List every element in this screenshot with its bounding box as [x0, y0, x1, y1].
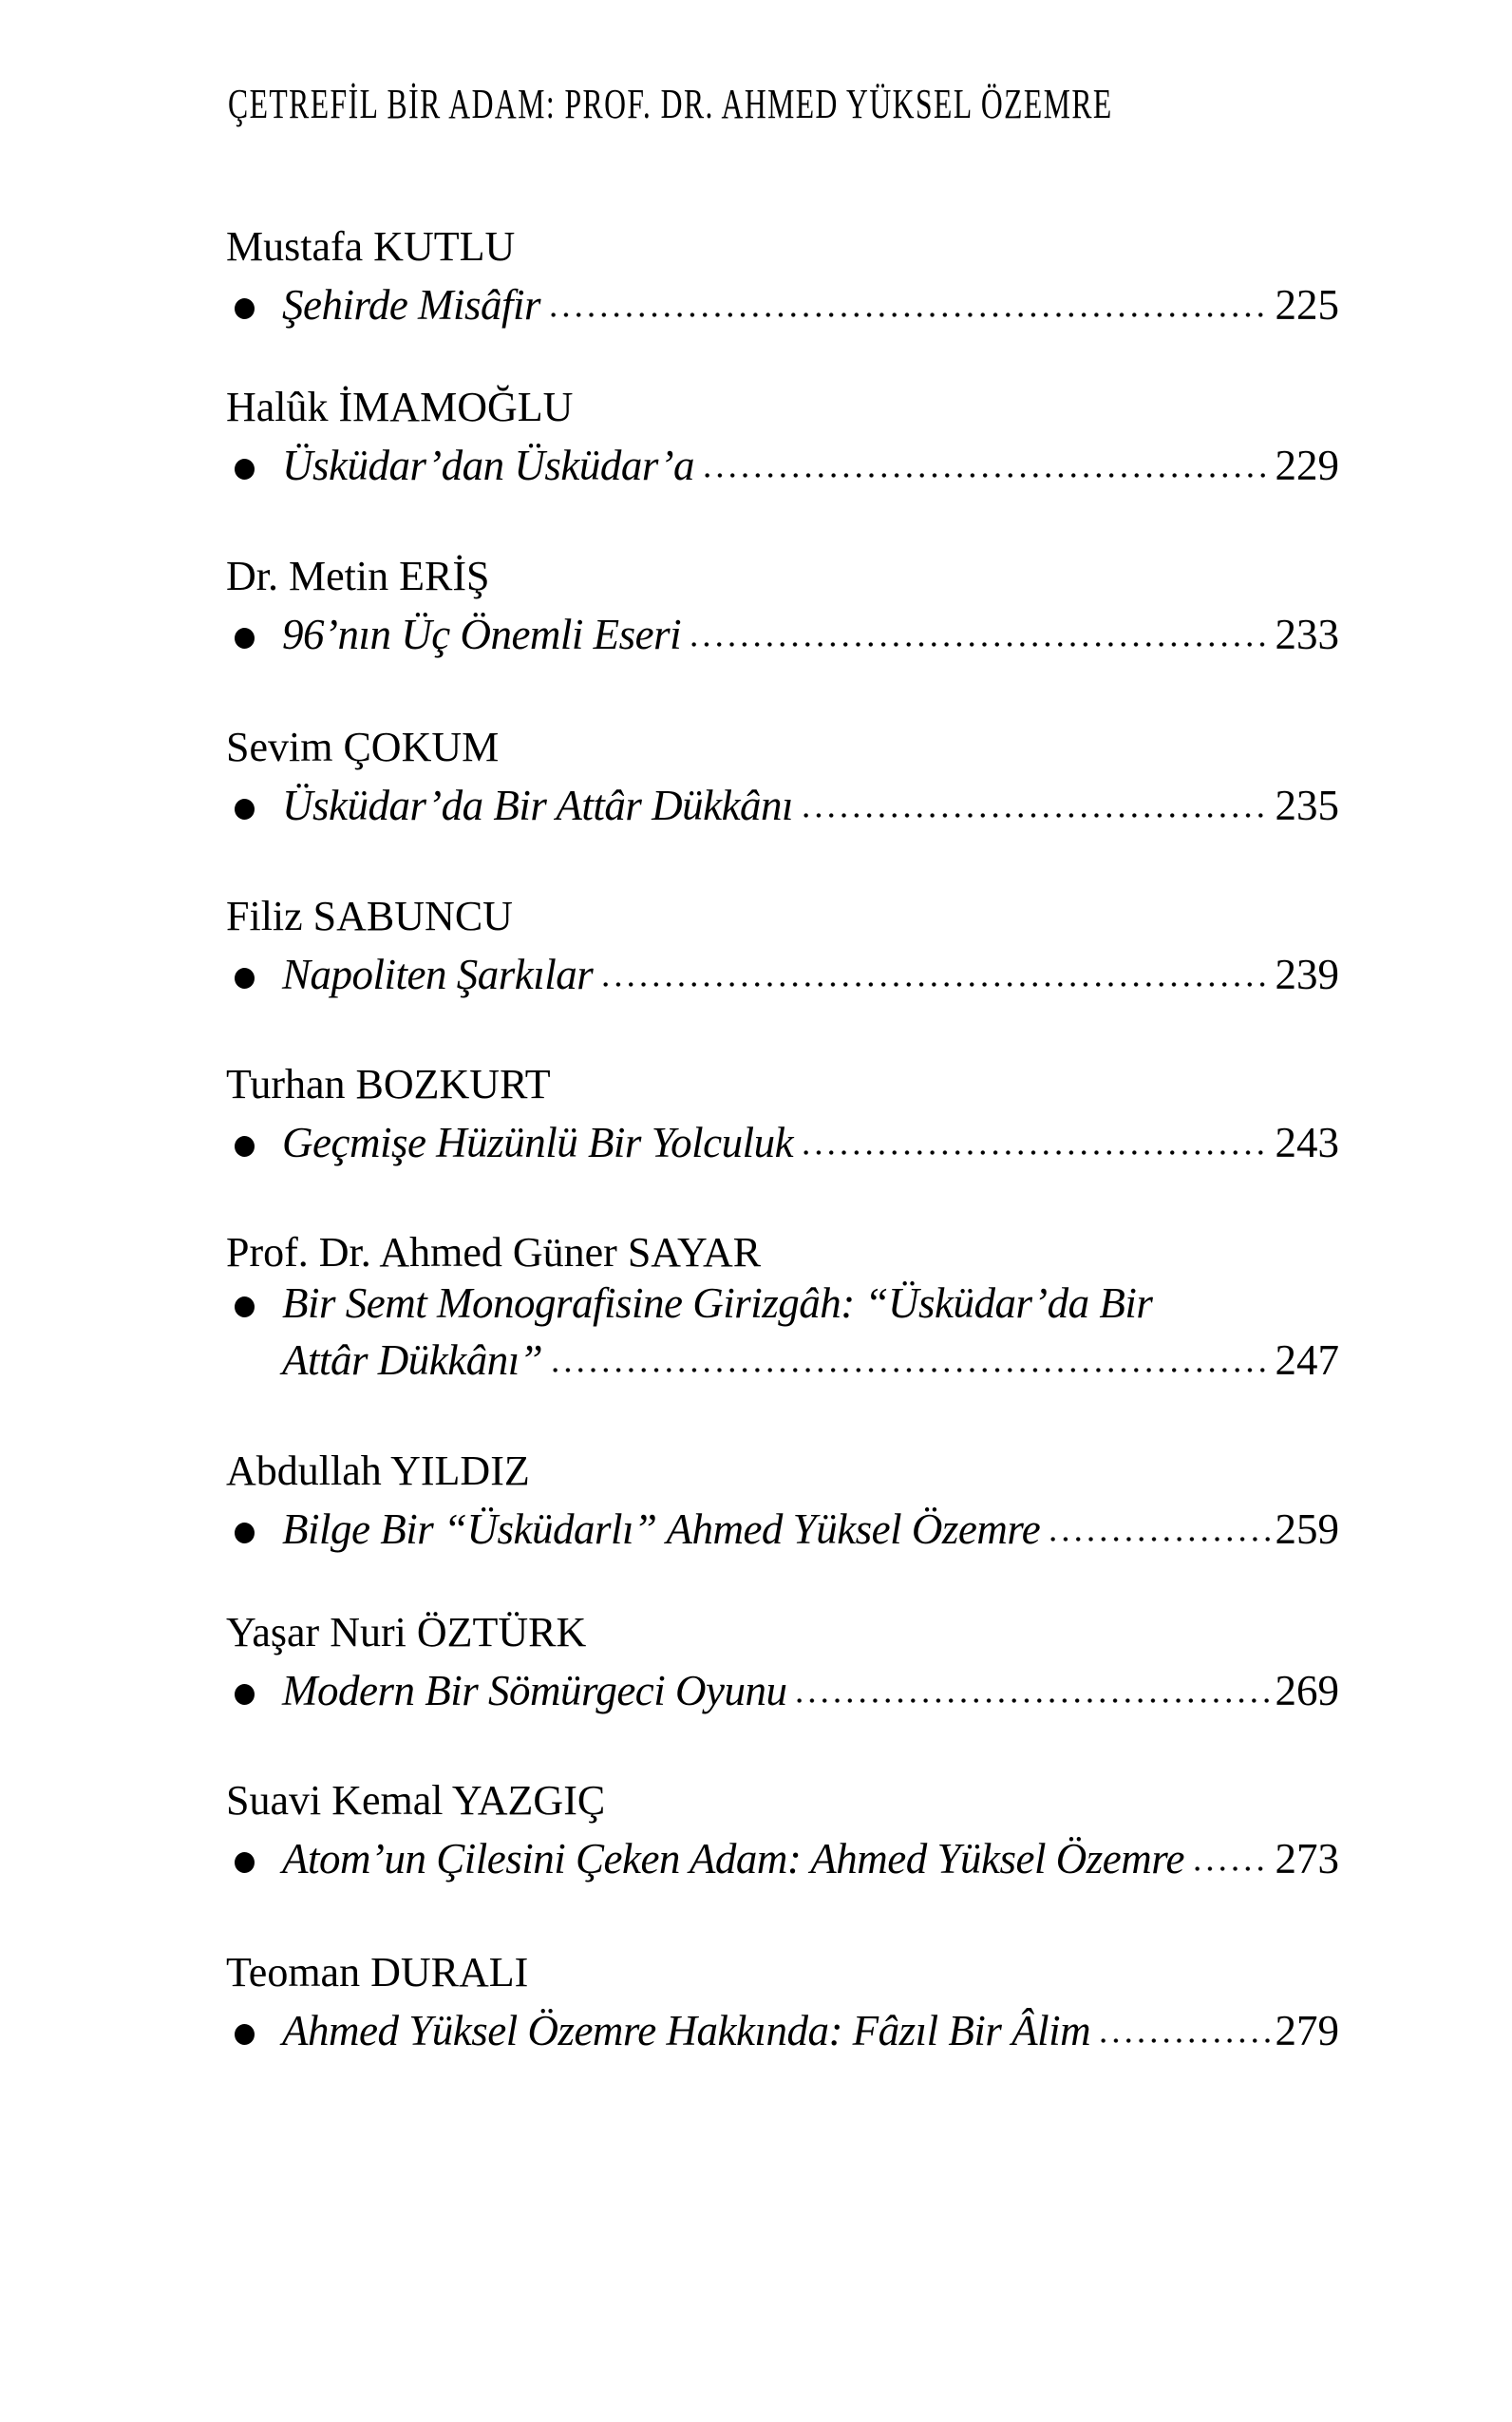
dot-leader [800, 811, 1270, 820]
toc-entry [226, 724, 1339, 831]
bullet-icon [235, 968, 255, 989]
bullet-icon [235, 459, 255, 480]
dot-leader [800, 1148, 1270, 1157]
page-number: 269 [1275, 1667, 1339, 1714]
page-number: 259 [1275, 1505, 1339, 1553]
toc-line [226, 780, 1339, 831]
work-title: 96’nın Üç Önemli Eseri [282, 611, 682, 658]
bullet-icon [235, 1684, 255, 1705]
toc-entry [226, 1061, 1339, 1168]
work-title: Üsküdar’da Bir Attâr Dükkânı [282, 782, 794, 829]
work-title-line-1: Bir Semt Monografisine Girizgâh: “Üsküdar’da Bir [282, 1279, 1153, 1327]
toc-entry [226, 223, 1339, 331]
dot-leader [701, 471, 1270, 480]
work-title: Napoliten Şarkılar [282, 951, 594, 998]
toc-entry [226, 1777, 1339, 1884]
author-name: Abdullah YILDIZ [226, 1448, 530, 1494]
author-name: Teoman DURALI [226, 1949, 529, 1996]
bullet-icon [235, 1136, 255, 1157]
page-number: 229 [1275, 442, 1339, 489]
dot-leader [547, 311, 1270, 319]
author-name: Prof. Dr. Ahmed Güner SAYAR [226, 1229, 762, 1276]
toc-line [226, 1665, 1339, 1716]
work-title: Şehirde Misâfir [282, 281, 541, 329]
bullet-icon [235, 799, 255, 820]
author-name: Yaşar Nuri ÖZTÜRK [226, 1609, 587, 1656]
author-name: Turhan BOZKURT [226, 1061, 551, 1107]
page-number: 247 [1275, 1336, 1339, 1384]
page-header: ÇETREFİL BİR ADAM: PROF. DR. AHMED YÜKSEL ÖZEMRE [228, 81, 1113, 127]
work-title: Bilge Bir “Üsküdarlı” Ahmed Yüksel Özemre [282, 1505, 1041, 1553]
work-title-line-2: Attâr Dükkânı” [282, 1336, 543, 1384]
page-number: 279 [1275, 2007, 1339, 2054]
toc-entry [226, 553, 1339, 660]
toc-line-continuation [226, 1334, 1339, 1386]
author-name: Halûk İMAMOĞLU [226, 384, 574, 430]
work-title: Geçmişe Hüzünlü Bir Yolculuk [282, 1119, 794, 1166]
page-number: 243 [1275, 1119, 1339, 1166]
work-title: Üsküdar’dan Üsküdar’a [282, 442, 695, 489]
work-title: Ahmed Yüksel Özemre Hakkında: Fâzıl Bir Âlim [282, 2007, 1091, 2054]
toc-entry [226, 1229, 1339, 1386]
dot-leader [1097, 2036, 1270, 2045]
toc-line [226, 1117, 1339, 1168]
dot-leader [1047, 1535, 1270, 1543]
author-name: Suavi Kemal YAZGIÇ [226, 1777, 606, 1824]
toc-line [226, 1833, 1339, 1884]
page-number: 225 [1275, 281, 1339, 329]
work-title: Modern Bir Sömürgeci Oyunu [282, 1667, 787, 1714]
toc-line [226, 1504, 1339, 1555]
dot-leader [1191, 1864, 1270, 1873]
toc-entry [226, 1450, 1339, 1555]
dot-leader [599, 980, 1270, 989]
dot-leader [793, 1696, 1270, 1705]
author-name: Mustafa KUTLU [226, 223, 516, 270]
dot-leader [549, 1366, 1270, 1374]
author-name: Dr. Metin ERİŞ [226, 553, 490, 599]
bullet-icon [235, 1523, 255, 1543]
bullet-icon [235, 628, 255, 649]
bullet-icon [235, 1296, 255, 1317]
toc-entry [226, 1609, 1339, 1716]
author-name: Filiz SABUNCU [226, 893, 513, 939]
author-name: Sevim ÇOKUM [226, 724, 500, 770]
bullet-icon [235, 1852, 255, 1873]
page-number: 233 [1275, 611, 1339, 658]
toc-entry [226, 384, 1339, 491]
bullet-icon [235, 2024, 255, 2045]
toc-entry [226, 893, 1339, 1000]
page-number: 235 [1275, 782, 1339, 829]
toc-line [226, 279, 1339, 331]
toc-line [226, 1277, 1339, 1329]
dot-leader [688, 640, 1270, 649]
page-number: 239 [1275, 951, 1339, 998]
toc-line [226, 2005, 1339, 2056]
toc-entry [226, 1949, 1339, 2056]
toc-line [226, 609, 1339, 660]
bullet-icon [235, 298, 255, 319]
toc-line [226, 949, 1339, 1000]
page-number: 273 [1275, 1835, 1339, 1883]
toc-line [226, 440, 1339, 491]
work-title: Atom’un Çilesini Çeken Adam: Ahmed Yüksel Özemre [282, 1835, 1185, 1883]
